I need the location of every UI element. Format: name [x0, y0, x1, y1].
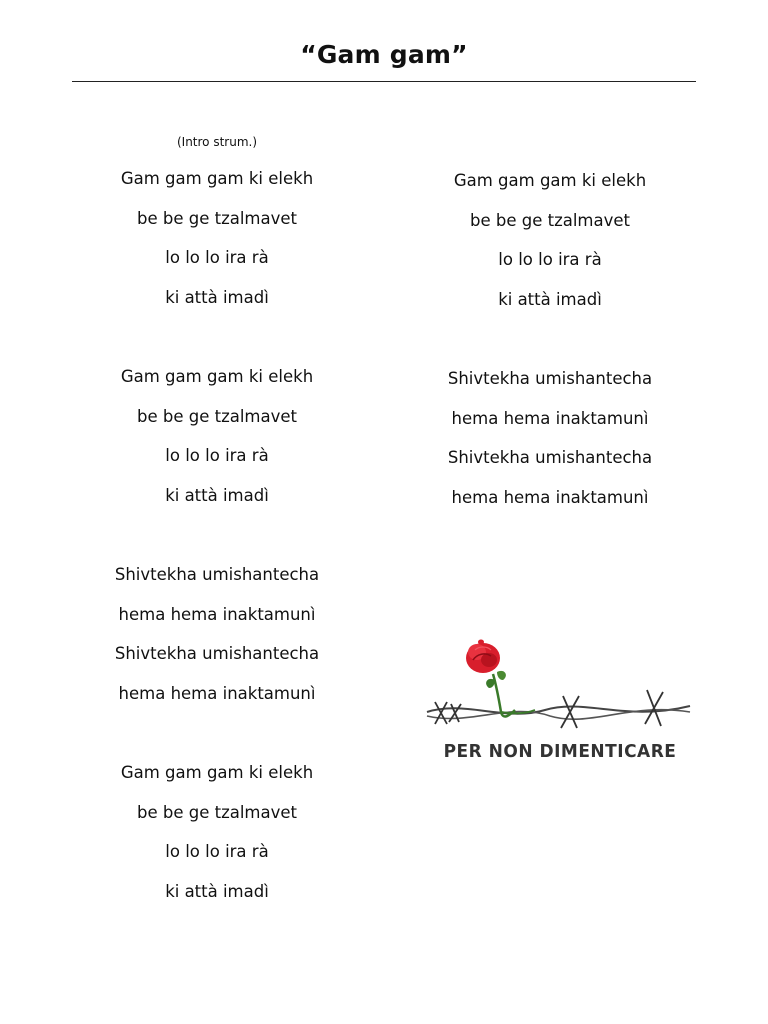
- lyrics-right-column: [405, 167, 695, 523]
- rose-leaf: [486, 679, 495, 688]
- rose-icon: [466, 640, 500, 674]
- wire-barb: [561, 696, 579, 728]
- lyric-line: ki attà imadì: [165, 881, 269, 901]
- lyric-line: be be ge tzalmavet: [469, 210, 630, 230]
- lyric-line: lo lo lo ira rà: [165, 446, 269, 465]
- lyric-line: ki attà imadì: [165, 485, 269, 505]
- lyrics-left-column: [72, 165, 362, 917]
- rose-barbed-wire-illustration: [425, 630, 695, 740]
- lyric-line: hema hema inaktamunì: [451, 408, 649, 428]
- lyric-line: lo lo lo ira rà: [165, 842, 269, 861]
- lyric-line: be be ge tzalmavet: [136, 208, 297, 228]
- wire-barb: [645, 690, 663, 726]
- lyric-line: hema hema inaktamunì: [118, 604, 316, 624]
- lyric-line: Shivtekha umishantecha: [114, 644, 320, 663]
- stanza: [72, 561, 362, 719]
- stanza: [405, 167, 695, 325]
- wire-barb: [435, 702, 447, 724]
- emblem-caption: PER NON DIMENTICARE: [443, 741, 677, 763]
- rose-stem: [493, 674, 515, 716]
- lyric-line: Shivtekha umishantecha: [114, 565, 320, 584]
- lyric-line: Shivtekha umishantecha: [447, 448, 653, 467]
- stanza: [72, 363, 362, 521]
- page-title: “Gam gam”: [300, 40, 468, 69]
- stanza: [405, 365, 695, 523]
- lyric-line: lo lo lo ira rà: [165, 248, 269, 267]
- remembrance-emblem: [425, 630, 695, 780]
- lyric-line: Gam gam gam ki elekh: [120, 763, 314, 782]
- lyric-line: be be ge tzalmavet: [136, 802, 297, 822]
- lyric-line: lo lo lo ira rà: [498, 250, 602, 269]
- stanza: [72, 759, 362, 917]
- lyric-line: ki attà imadì: [498, 289, 602, 309]
- intro-note: (Intro strum.): [176, 135, 258, 149]
- rose-leaf: [497, 671, 506, 680]
- lyric-line: Gam gam gam ki elekh: [120, 367, 314, 386]
- lyric-line: Gam gam gam ki elekh: [120, 169, 314, 188]
- lyric-line: ki attà imadì: [165, 287, 269, 307]
- lyric-line: be be ge tzalmavet: [136, 406, 297, 426]
- stanza: [72, 165, 362, 323]
- lyric-line: hema hema inaktamunì: [451, 487, 649, 507]
- lyric-line: Gam gam gam ki elekh: [453, 171, 647, 190]
- lyric-line: hema hema inaktamunì: [118, 683, 316, 703]
- title-underline: [72, 81, 696, 82]
- wire-barb: [449, 704, 461, 722]
- lyric-line: Shivtekha umishantecha: [447, 369, 653, 388]
